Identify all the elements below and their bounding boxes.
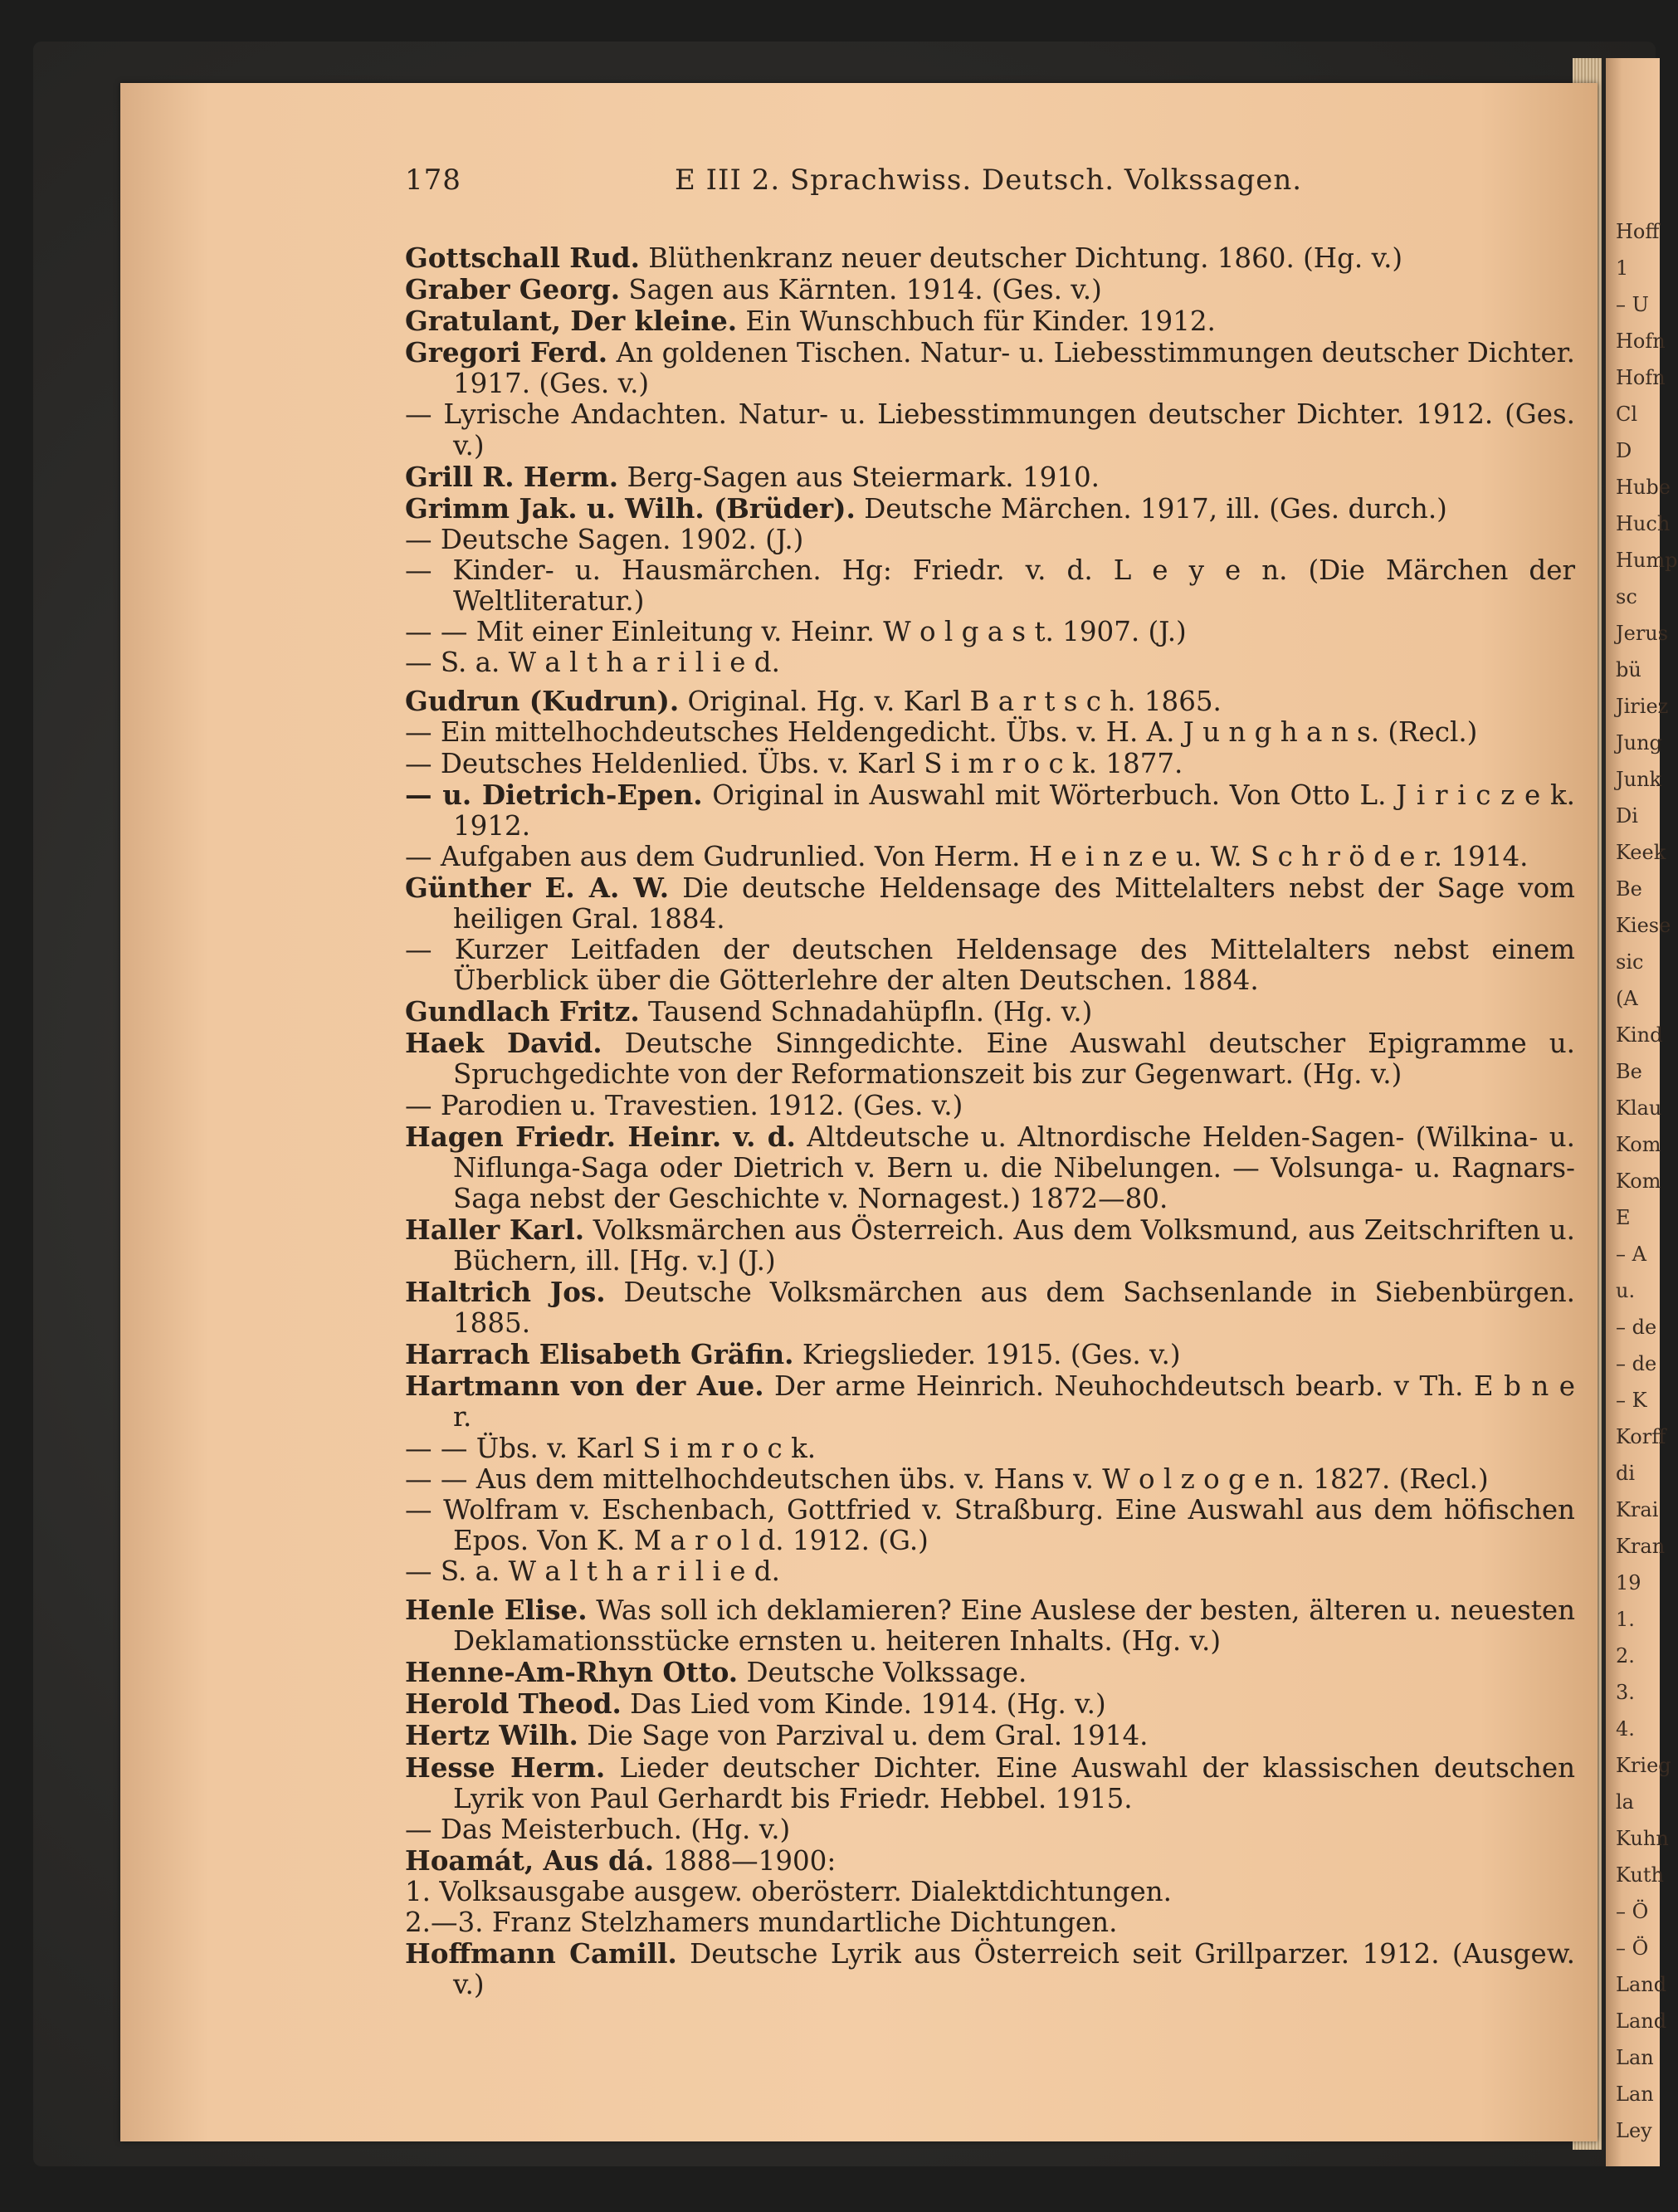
author-name: Haller Karl. — [405, 1213, 585, 1246]
author-name: Harrach Elisabeth Gräfin. — [405, 1338, 794, 1371]
bibliography-entry — [405, 1907, 1575, 1938]
next-page-fragment: – Ö — [1616, 1936, 1649, 1960]
ditto-dash: — — — [405, 1432, 468, 1464]
running-title: E III 2. Sprachwiss. Deutsch. Volkssagen. — [675, 164, 1303, 197]
entry-text: Volksmärchen aus Österreich. Aus dem Volksmund, aus Zeitschriften u. Büchern, ill. [Hg. v.] (J.) — [453, 1213, 1575, 1277]
next-page-fragment: Land — [1616, 2009, 1667, 2033]
author-name: Henle Elise. — [405, 1594, 588, 1627]
next-page-fragment: – de — [1616, 1352, 1657, 1375]
next-page-fragment: Be — [1616, 877, 1642, 901]
entry-text: Original. Hg. v. Karl B a r t s c h. 1865. — [687, 686, 1222, 718]
entry-text: Deutsche Volkssage. — [746, 1657, 1027, 1689]
next-page-fragment: Kran — [1616, 1535, 1666, 1558]
bibliography-entry — [405, 1720, 1575, 1751]
next-page-fragment: Krieg — [1616, 1754, 1671, 1777]
bibliography-entry — [405, 1214, 1575, 1277]
author-name: Grill R. Herm. — [405, 460, 619, 493]
bibliography-entry — [405, 1688, 1575, 1720]
author-name: Hertz Wilh. — [405, 1719, 578, 1752]
next-page-fragment: Hump — [1616, 549, 1678, 572]
author-name: Gratulant, Der kleine. — [405, 305, 738, 338]
next-page-fragment: Di — [1616, 804, 1638, 828]
author-name: Günther E. A. W. — [405, 871, 670, 904]
entry-text: Mit einer Einleitung v. Heinr. W o l g a s t. 1907. (J.) — [476, 616, 1187, 648]
ditto-dash: — — [405, 747, 432, 779]
bibliography-entry — [405, 461, 1575, 493]
next-page-fragment: sc — [1616, 585, 1637, 608]
entry-text: Original in Auswahl mit Wörterbuch. Von Otto L. J i r i c z e k. 1912. — [453, 779, 1575, 842]
bibliography-list — [405, 242, 1575, 2000]
bibliography-entry — [405, 242, 1575, 274]
ditto-dash: — — [405, 523, 432, 555]
bibliography-entry — [405, 717, 1575, 748]
entry-text: Ein Wunschbuch für Kinder. 1912. — [745, 305, 1216, 338]
next-page-fragment: Jiriez — [1616, 695, 1669, 718]
entry-text: Altdeutsche u. Altnordische Helden-Sagen- (Wilkina- u. Niflunga-Saga oder Dietrich v. Bern u. die Nibelungen. — Volsunga- u. Ragnars-Saga nebst der Geschichte v. Nornagest.) 1872—80. — [453, 1121, 1575, 1214]
bibliography-entry — [405, 872, 1575, 935]
ditto-dash: — — [405, 716, 432, 749]
next-page-fragment: Kiese — [1616, 914, 1671, 937]
next-page-fragment: la — [1616, 1790, 1634, 1814]
next-page-fragment: Ley — [1616, 2119, 1652, 2142]
entry-text: Übs. v. Karl S i m r o c k. — [476, 1432, 817, 1464]
next-page-fragment: Kind — [1616, 1023, 1663, 1047]
next-page-fragment: 4. — [1616, 1717, 1635, 1741]
bibliography-entry — [405, 1752, 1575, 1814]
author-name: Herold Theod. — [405, 1687, 622, 1721]
entry-text: Lyrische Andachten. Natur- u. Liebesstimmungen deutscher Dichter. 1912. (Ges. v.) — [443, 398, 1575, 461]
bibliography-entry — [405, 1121, 1575, 1214]
entry-text: Der arme Heinrich. Neuhochdeutsch bearb. v Th. E b n e r. — [453, 1370, 1575, 1433]
next-page-fragment: 2. — [1616, 1644, 1635, 1668]
ditto-dash: — — [405, 398, 432, 431]
author-name: Graber Georg. — [405, 273, 621, 306]
bibliography-entry — [405, 337, 1575, 399]
next-page-fragment: Kom — [1616, 1169, 1661, 1193]
entry-text: Das Lied vom Kinde. 1914. (Hg. v.) — [630, 1688, 1106, 1721]
next-page-fragment: Klau — [1616, 1096, 1662, 1120]
next-page-fragment: 19 — [1616, 1571, 1641, 1594]
entry-text: Deutsche Lyrik aus Österreich seit Grillparzer. 1912. (Ausgew. v.) — [453, 1938, 1575, 2001]
next-page-fragment: 3. — [1616, 1681, 1635, 1704]
next-page-fragment: Kom — [1616, 1133, 1661, 1156]
next-page-fragment: u. — [1616, 1279, 1636, 1302]
entry-text: Aus dem mittelhochdeutschen übs. v. Hans v. W o l z o g e n. 1827. (Recl.) — [476, 1462, 1489, 1495]
author-name: Gudrun (Kudrun). — [405, 685, 680, 718]
bibliography-entry — [405, 1556, 1575, 1587]
bibliography-entry — [405, 1594, 1575, 1657]
next-page-fragment: Be — [1616, 1060, 1642, 1083]
next-page-fragment: – de — [1616, 1316, 1657, 1339]
bibliography-entry — [405, 525, 1575, 555]
author-name: Henne-Am-Rhyn Otto. — [405, 1656, 739, 1689]
entry-text: Deutsche Sagen. 1902. (J.) — [440, 523, 804, 555]
entry-text: Parodien u. Travestien. 1912. (Ges. v.) — [440, 1089, 963, 1121]
next-page-fragment: Lan — [1616, 2046, 1654, 2069]
bibliography-entry — [405, 1938, 1575, 2000]
entry-text: Ein mittelhochdeutsches Heldengedicht. Übs. v. H. A. J u n g h a n s. (Recl.) — [440, 716, 1478, 749]
author-name: Hagen Friedr. Heinr. v. d. — [405, 1120, 796, 1153]
bibliography-entry — [405, 555, 1575, 617]
next-page-fragment: – Ö — [1616, 1900, 1649, 1923]
bibliography-entry — [405, 1814, 1575, 1845]
next-page-fragment: sic — [1616, 950, 1644, 974]
bibliography-entry — [405, 1464, 1575, 1495]
next-page-fragment: Kuth — [1616, 1863, 1664, 1887]
bibliography-entry — [405, 647, 1575, 678]
entry-text: Kinder- u. Hausmärchen. Hg: Friedr. v. d. L e y e n. (Die Märchen der Weltliteratur.) — [452, 554, 1575, 618]
bibliography-entry — [405, 399, 1575, 461]
author-name: Grimm Jak. u. Wilh. (Brüder). — [405, 491, 856, 525]
ditto-dash: — — — [405, 1462, 468, 1495]
author-name: Hartmann von der Aue. — [405, 1370, 764, 1403]
entry-text: An goldenen Tischen. Natur- u. Liebesstimmungen deutscher Dichter. 1917. (Ges. v.) — [453, 337, 1575, 400]
author-name: Haltrich Jos. — [405, 1276, 606, 1309]
author-name: — u. Dietrich-Epen. — [405, 778, 703, 811]
bibliography-entry — [405, 1339, 1575, 1370]
entry-text: Berg-Sagen aus Steiermark. 1910. — [627, 461, 1100, 493]
next-page-fragment: Jung — [1616, 731, 1662, 754]
ditto-dash: — — [405, 1555, 432, 1587]
author-name: Gottschall Rud. — [405, 242, 640, 274]
entry-text: 1. Volksausgabe ausgew. oberösterr. Dialektdichtungen. — [405, 1875, 1172, 1907]
bibliography-entry — [405, 1657, 1575, 1688]
next-page-fragment: Kuhn — [1616, 1827, 1669, 1850]
next-page-fragment: Huch — [1616, 512, 1671, 535]
page-number: 178 — [405, 164, 461, 197]
bibliography-entry — [405, 493, 1575, 525]
entry-text: Wolfram v. Eschenbach, Gottfried v. Straßburg. Eine Auswahl aus dem höfischen Epos. Von K. M a r o l d. 1912. (G.) — [443, 1493, 1575, 1556]
next-page-fragment: bü — [1616, 658, 1641, 681]
entry-text: Kriegslieder. 1915. (Ges. v.) — [802, 1339, 1181, 1371]
entry-text: Deutsches Heldenlied. Übs. v. Karl S i m r o c k. 1877. — [440, 747, 1183, 779]
next-page-fragment: Hoff — [1616, 220, 1660, 243]
next-page-fragment: Junk — [1616, 768, 1662, 791]
author-name: Gundlach Fritz. — [405, 995, 640, 1028]
bibliography-entry — [405, 1091, 1575, 1121]
next-page-fragment: Land — [1616, 1973, 1667, 1996]
bibliography-entry — [405, 274, 1575, 305]
entry-text: Die deutsche Heldensage des Mittelalters nebst der Sage vom heiligen Gral. 1884. — [453, 872, 1575, 935]
next-page-fragment: D — [1616, 439, 1632, 462]
next-page-fragment: 1 — [1616, 256, 1629, 280]
entry-text: S. a. W a l t h a r i l i e d. — [440, 1555, 780, 1587]
entry-text: 2.—3. Franz Stelzhamers mundartliche Dichtungen. — [405, 1906, 1118, 1938]
bibliography-entry — [405, 935, 1575, 996]
ditto-dash: — — [405, 840, 432, 872]
bibliography-entry — [405, 1495, 1575, 1556]
next-page-fragment: Hofn — [1616, 330, 1666, 353]
entry-text: Lieder deutscher Dichter. Eine Auswahl der klassischen deutschen Lyrik von Paul Gerhardt bis Friedr. Hebbel. 1915. — [453, 1751, 1575, 1814]
bibliography-entry — [405, 617, 1575, 647]
next-page-fragment: Krai — [1616, 1498, 1659, 1521]
entry-text: Das Meisterbuch. (Hg. v.) — [440, 1813, 791, 1845]
next-page-fragment: di — [1616, 1462, 1636, 1485]
next-page-fragment: Cl — [1616, 403, 1638, 426]
ditto-dash: — — [405, 554, 432, 586]
entry-text: Die Sage von Parzival u. dem Gral. 1914. — [587, 1720, 1149, 1752]
ditto-dash: — — [405, 1089, 432, 1121]
bibliography-entry — [405, 305, 1575, 337]
entry-text: Deutsche Sinngedichte. Eine Auswahl deutscher Epigramme u. Spruchgedichte von der Reformationszeit bis zur Gegenwart. (Hg. v.) — [453, 1028, 1575, 1091]
author-name: Hoffmann Camill. — [405, 1937, 677, 1970]
entry-text: Was soll ich deklamieren? Eine Auslese der besten, älteren u. neuesten Deklamationsstücke ernsten u. heiteren Inhalts. (Hg. v.) — [453, 1594, 1575, 1658]
bibliography-entry — [405, 1370, 1575, 1433]
author-name: Hoamát, Aus dá. — [405, 1843, 655, 1877]
entry-text: Aufgaben aus dem Gudrunlied. Von Herm. H e i n z e u. W. S c h r ö d e r. 1914. — [440, 840, 1529, 872]
next-page-fragment: Korff — [1616, 1425, 1666, 1448]
bibliography-entry — [405, 779, 1575, 842]
bibliography-entry — [405, 996, 1575, 1028]
entry-text: Kurzer Leitfaden der deutschen Heldensage des Mittelalters nebst einem Überblick über die Götterlehre der alten Deutschen. 1884. — [453, 934, 1575, 997]
entry-text: Tausend Schnadahüpfln. (Hg. v.) — [647, 996, 1093, 1028]
next-page-edge — [1606, 58, 1678, 2166]
ditto-dash: — — [405, 1813, 432, 1845]
entry-text: S. a. W a l t h a r i l i e d. — [440, 647, 780, 679]
bibliography-entry — [405, 1877, 1575, 1907]
bibliography-entry — [405, 686, 1575, 717]
entry-text: Sagen aus Kärnten. 1914. (Ges. v.) — [628, 274, 1102, 306]
next-page-fragment: Jerus — [1616, 622, 1669, 645]
ditto-dash: — — — [405, 616, 468, 648]
entry-text: 1888—1900: — [662, 1844, 837, 1877]
next-page-fragment: Hofn — [1616, 366, 1666, 389]
bibliography-entry — [405, 749, 1575, 779]
entry-text: Deutsche Volksmärchen aus dem Sachsenlande in Siebenbürgen. 1885. — [453, 1277, 1575, 1340]
next-page-fragment: Lan — [1616, 2083, 1654, 2106]
next-page-fragment: – U — [1616, 293, 1649, 316]
bibliography-entry — [405, 1845, 1575, 1877]
author-name: Hesse Herm. — [405, 1751, 606, 1784]
author-name: Gregori Ferd. — [405, 336, 608, 369]
next-page-fragment: (A — [1616, 987, 1638, 1010]
next-page-fragment: E — [1616, 1206, 1631, 1229]
ditto-dash: — — [405, 647, 432, 679]
next-page-fragment: – A — [1616, 1243, 1646, 1266]
author-name: Haek David. — [405, 1027, 602, 1060]
entry-text: Blüthenkranz neuer deutscher Dichtung. 1860. (Hg. v.) — [648, 242, 1403, 274]
bibliography-entry — [405, 842, 1575, 872]
next-page-fragment: – K — [1616, 1389, 1647, 1412]
entry-text: Deutsche Märchen. 1917, ill. (Ges. durch.) — [864, 492, 1447, 525]
bibliography-entry — [405, 1433, 1575, 1464]
next-page-fragment: 1. — [1616, 1608, 1635, 1631]
bibliography-entry — [405, 1277, 1575, 1339]
bibliography-entry — [405, 1028, 1575, 1090]
next-page-fragment: Hube — [1616, 476, 1671, 499]
ditto-dash: — — [405, 1493, 432, 1526]
ditto-dash: — — [405, 934, 432, 966]
next-page-fragment: Keek — [1616, 841, 1666, 864]
